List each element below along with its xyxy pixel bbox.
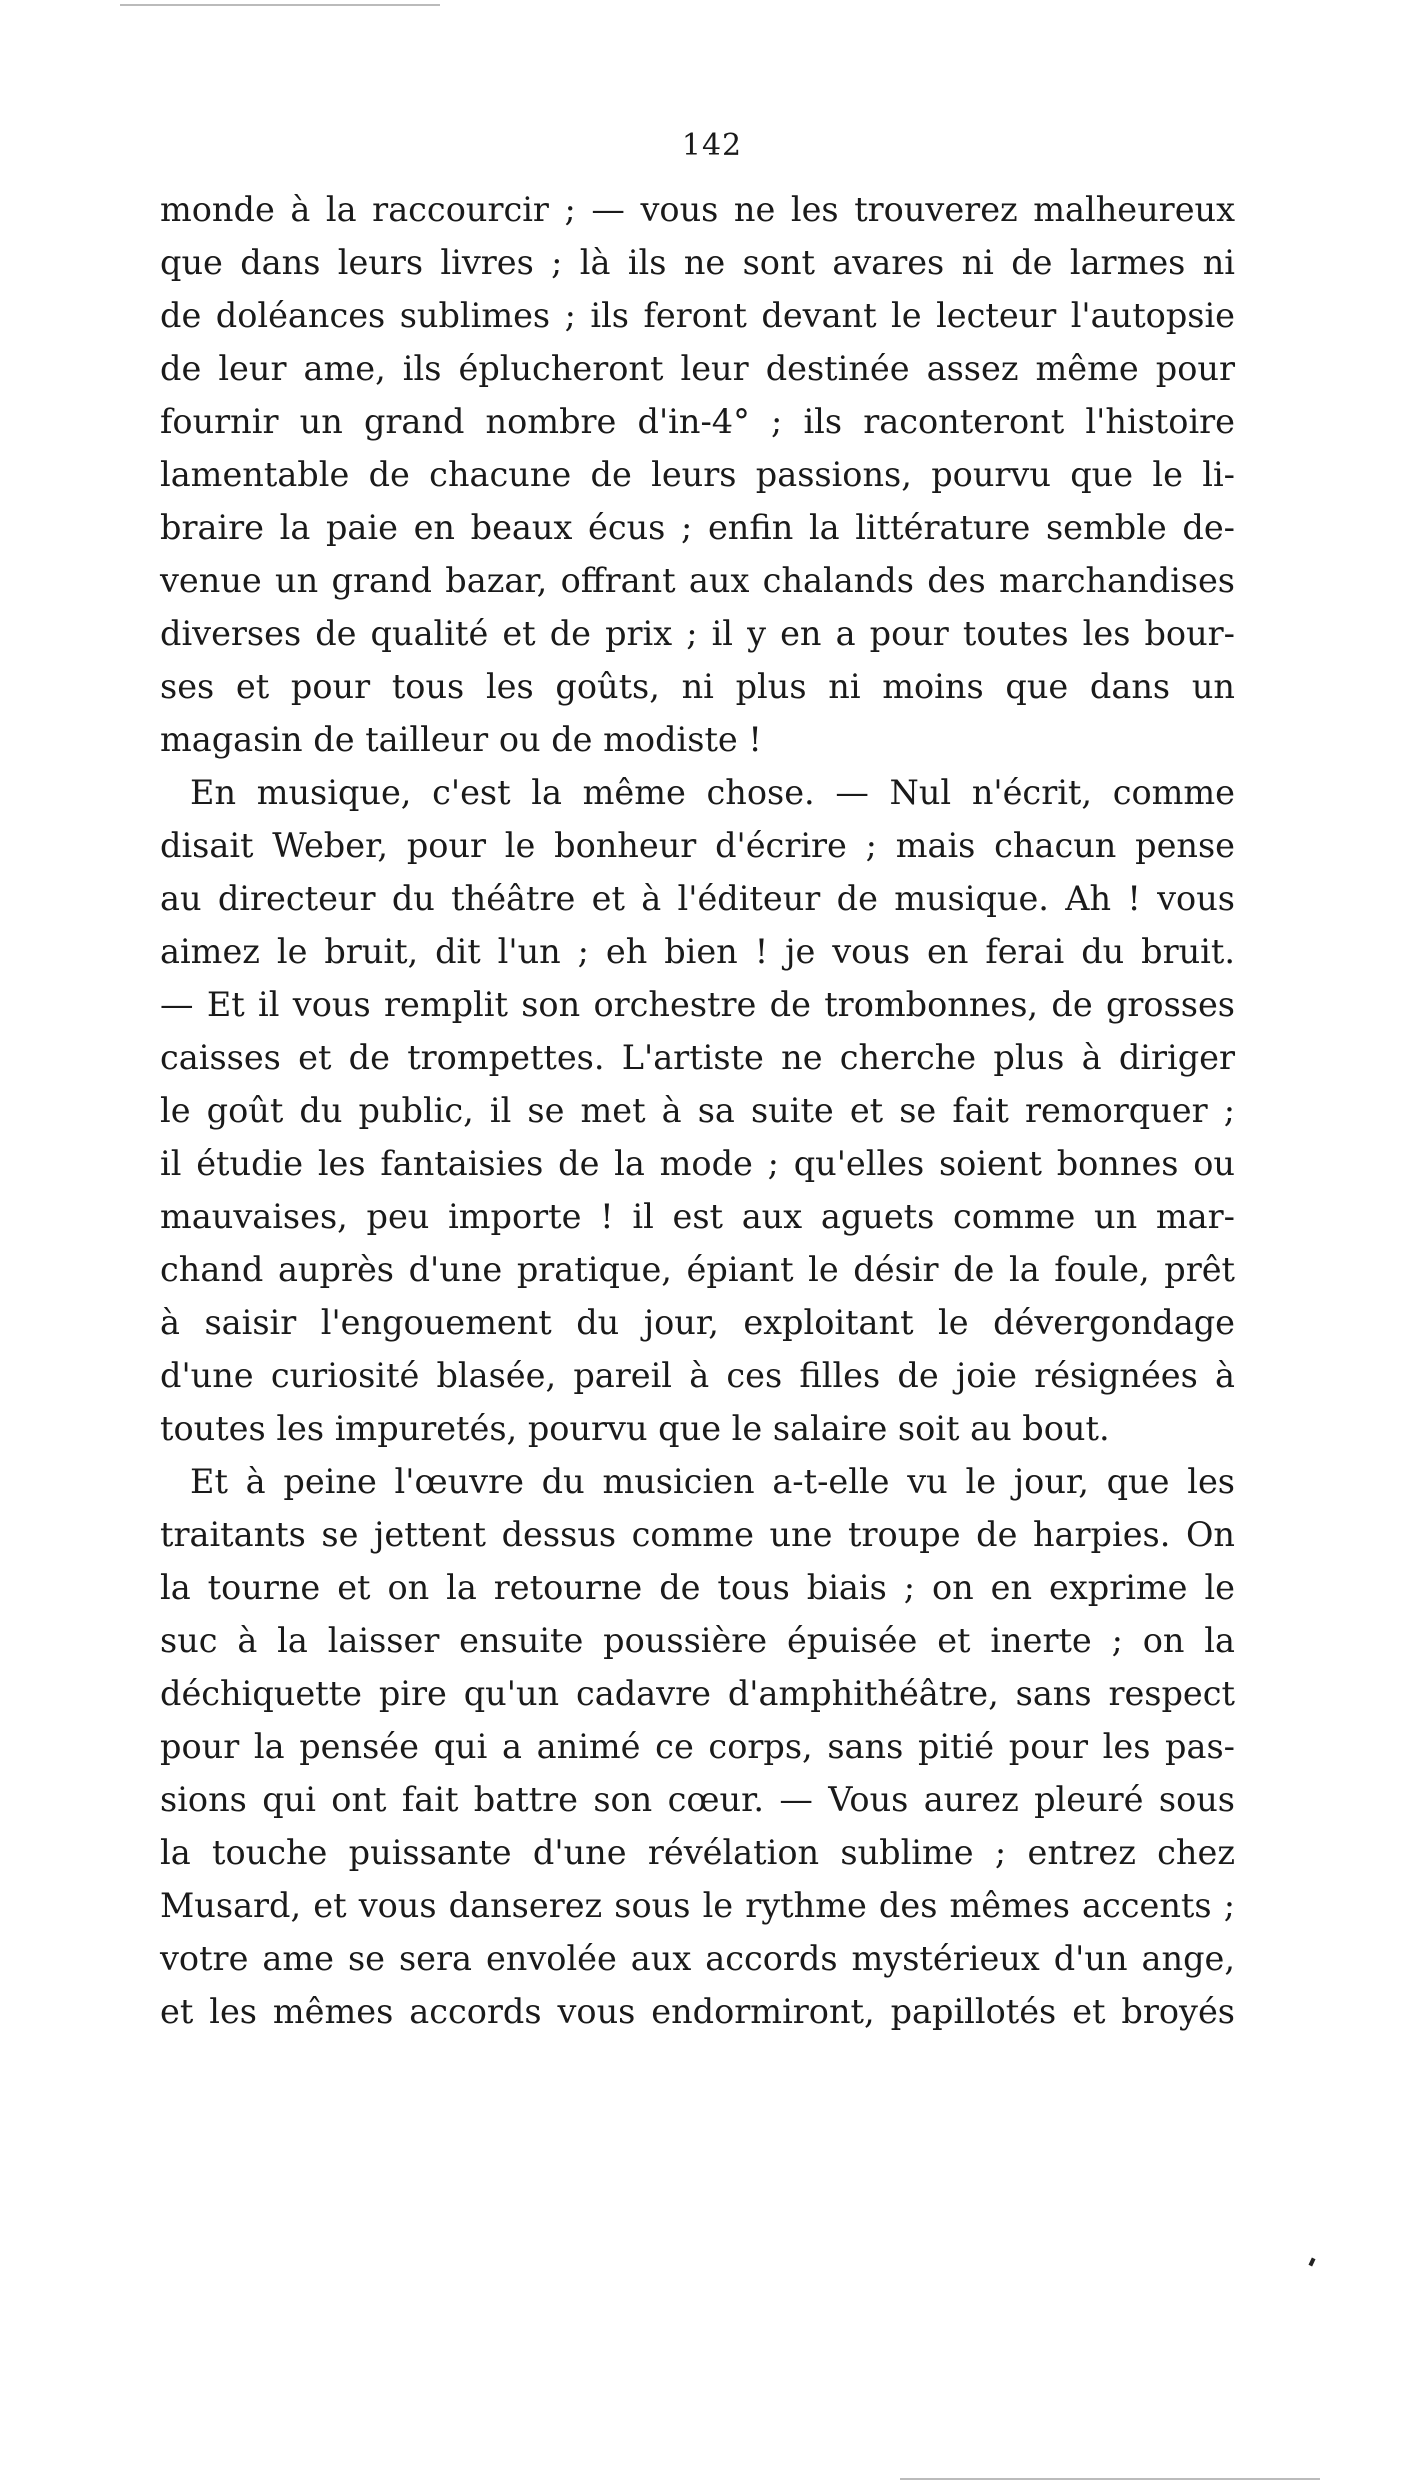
text-line: à saisir l'engouement du jour, exploitant le dévergondage bbox=[160, 1303, 1235, 1342]
text-line: lamentable de chacune de leurs passions, pourvu que le li- bbox=[160, 455, 1235, 494]
scan-mark-top bbox=[120, 4, 440, 6]
page-number: 142 bbox=[681, 128, 743, 163]
text-line: venue un grand bazar, offrant aux chalands des marchandises bbox=[160, 561, 1235, 600]
paragraph-1 bbox=[160, 183, 1235, 766]
text-line: le goût du public, il se met à sa suite et se fait remorquer ; bbox=[160, 1091, 1235, 1130]
text-line: braire la paie en beaux écus ; enfin la littérature semble de- bbox=[160, 508, 1235, 547]
text-line: caisses et de trompettes. L'artiste ne cherche plus à diriger bbox=[160, 1038, 1235, 1077]
text-line: la tourne et on la retourne de tous biais ; on en exprime le bbox=[160, 1568, 1235, 1607]
paragraph-2 bbox=[160, 766, 1235, 1455]
text-line: de doléances sublimes ; ils feront devant le lecteur l'autopsie bbox=[160, 296, 1235, 335]
text-line: toutes les impuretés, pourvu que le salaire soit au bout. bbox=[160, 1409, 1110, 1448]
text-line: ses et pour tous les goûts, ni plus ni moins que dans un bbox=[160, 667, 1235, 706]
text-line: pour la pensée qui a animé ce corps, sans pitié pour les pas- bbox=[160, 1727, 1235, 1766]
text-line: mauvaises, peu importe ! il est aux aguets comme un mar- bbox=[160, 1197, 1235, 1236]
text-line: au directeur du théâtre et à l'éditeur de musique. Ah ! vous bbox=[160, 879, 1235, 918]
text-line: Et à peine l'œuvre du musicien a-t-elle vu le jour, que les bbox=[190, 1462, 1235, 1501]
text-line: déchiquette pire qu'un cadavre d'amphithéâtre, sans respect bbox=[160, 1674, 1235, 1713]
text-line: aimez le bruit, dit l'un ; eh bien ! je vous en ferai du bruit. bbox=[160, 932, 1235, 971]
text-line: il étudie les fantaisies de la mode ; qu'elles soient bonnes ou bbox=[160, 1144, 1235, 1183]
text-line: la touche puissante d'une révélation sublime ; entrez chez bbox=[160, 1833, 1235, 1872]
scan-tick-mark bbox=[1308, 2258, 1315, 2267]
text-line: — Et il vous remplit son orchestre de trombonnes, de grosses bbox=[160, 985, 1235, 1024]
body-text bbox=[160, 183, 1235, 2038]
text-line: d'une curiosité blasée, pareil à ces filles de joie résignées à bbox=[160, 1356, 1235, 1395]
text-line: Musard, et vous danserez sous le rythme des mêmes accents ; bbox=[160, 1886, 1235, 1925]
text-line: diverses de qualité et de prix ; il y en a pour toutes les bour- bbox=[160, 614, 1235, 653]
paragraph-3 bbox=[160, 1455, 1235, 2038]
scan-mark-bottom bbox=[900, 2478, 1320, 2480]
text-line: traitants se jettent dessus comme une troupe de harpies. On bbox=[160, 1515, 1235, 1554]
text-line: magasin de tailleur ou de modiste ! bbox=[160, 720, 762, 759]
text-line: chand auprès d'une pratique, épiant le désir de la foule, prêt bbox=[160, 1250, 1235, 1289]
text-line: suc à la laisser ensuite poussière épuisée et inerte ; on la bbox=[160, 1621, 1235, 1660]
text-line: En musique, c'est la même chose. — Nul n'écrit, comme bbox=[190, 773, 1235, 812]
text-line: que dans leurs livres ; là ils ne sont avares ni de larmes ni bbox=[160, 243, 1235, 282]
text-line: et les mêmes accords vous endormiront, papillotés et broyés bbox=[160, 1992, 1235, 2031]
text-line: fournir un grand nombre d'in-4° ; ils raconteront l'histoire bbox=[160, 402, 1235, 441]
text-line: votre ame se sera envolée aux accords mystérieux d'un ange, bbox=[160, 1939, 1235, 1978]
text-line: monde à la raccourcir ; — vous ne les trouverez malheureux bbox=[160, 190, 1235, 229]
text-line: disait Weber, pour le bonheur d'écrire ; mais chacun pense bbox=[160, 826, 1235, 865]
text-line: sions qui ont fait battre son cœur. — Vous aurez pleuré sous bbox=[160, 1780, 1235, 1819]
text-line: de leur ame, ils éplucheront leur destinée assez même pour bbox=[160, 349, 1235, 388]
